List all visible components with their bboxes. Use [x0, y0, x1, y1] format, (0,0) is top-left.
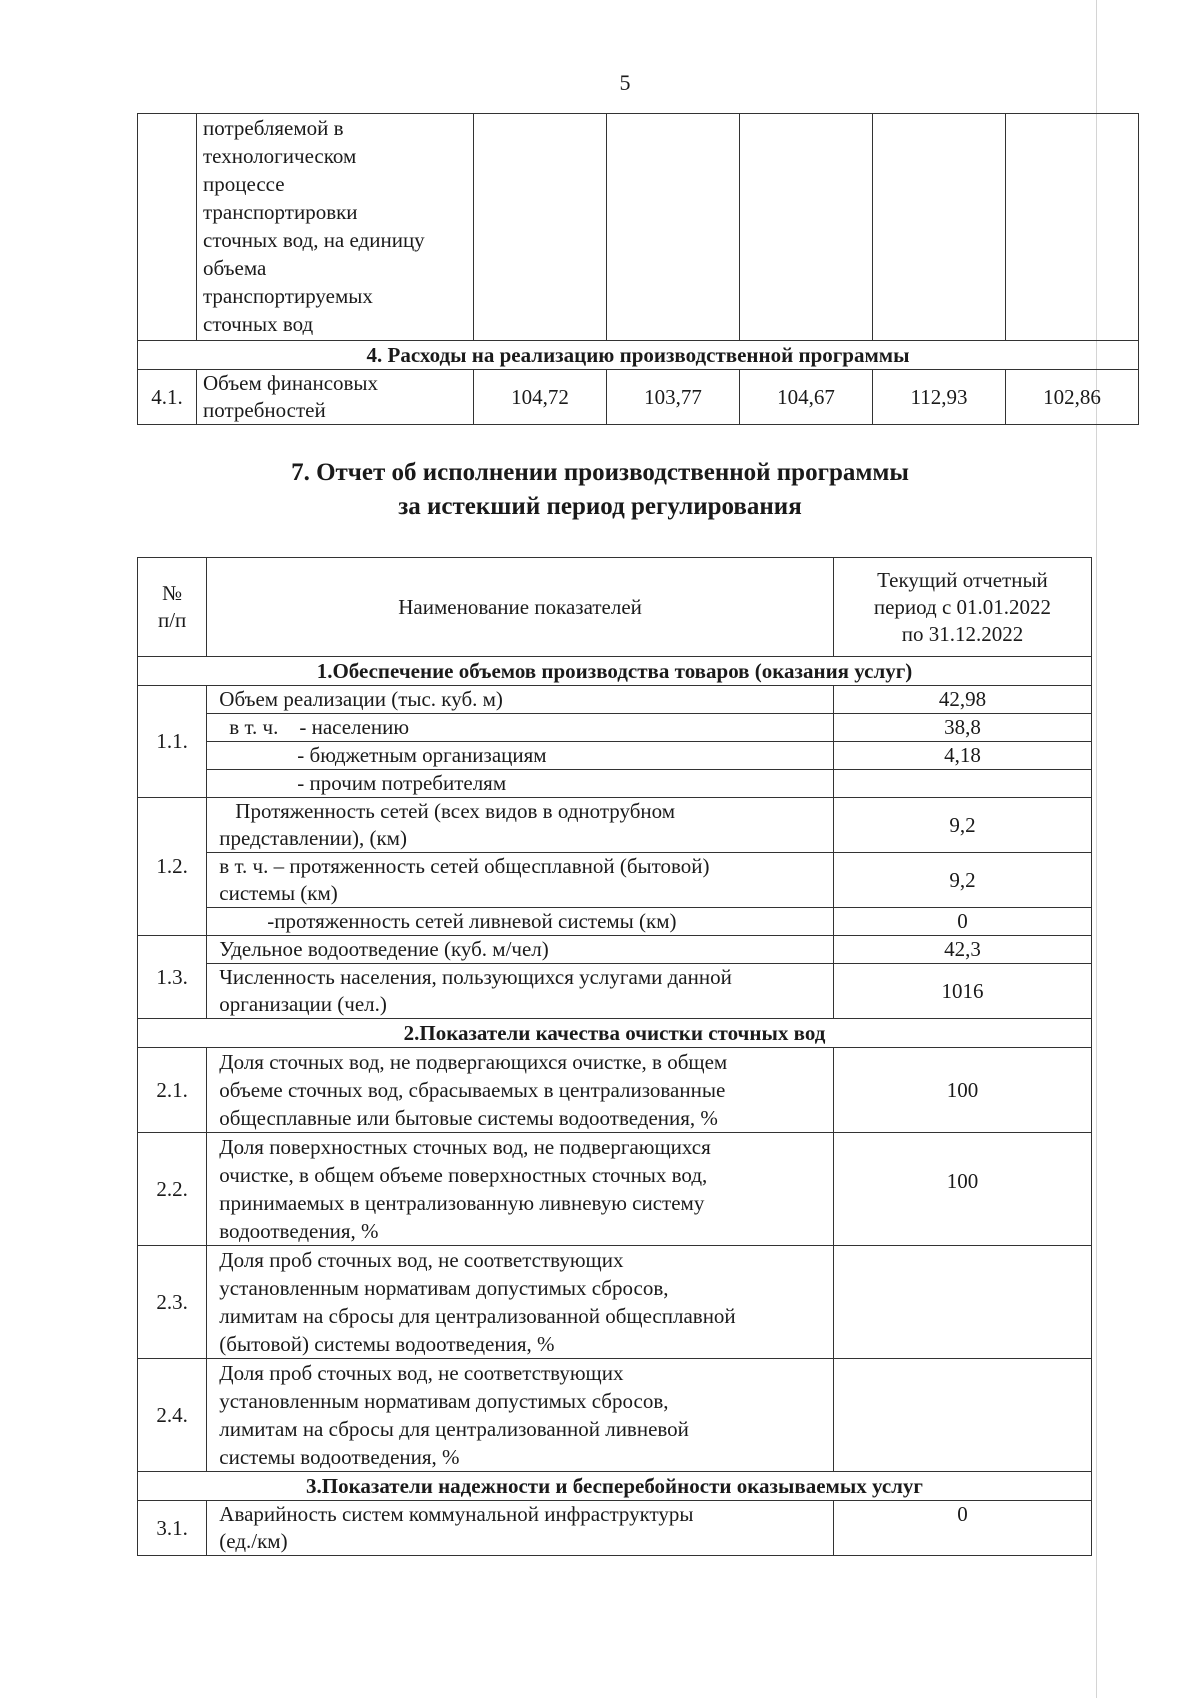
- page-number: 5: [619, 70, 631, 95]
- continuation-text-cell: [197, 114, 474, 341]
- value-cell: 9,2: [833, 798, 1091, 853]
- table-row: [138, 853, 1092, 908]
- text-line: потребностей: [203, 398, 326, 422]
- header-line: п/п: [157, 608, 187, 632]
- text-line: объеме сточных вод, сбрасываемых в централизованные: [219, 1078, 726, 1102]
- row-label: [207, 853, 834, 908]
- value-cell: 38,8: [833, 714, 1091, 742]
- table-row: [138, 1133, 1092, 1246]
- row-label: [207, 798, 834, 853]
- value-cell: 9,2: [833, 853, 1091, 908]
- row-number: 1.1.: [138, 686, 207, 798]
- heading-line: 7. Отчет об исполнении производственной программы: [291, 459, 909, 486]
- text-line: сточных вод: [203, 312, 314, 336]
- row-number: 2.3.: [138, 1246, 207, 1359]
- row-label: -протяженность сетей ливневой системы (км): [207, 908, 834, 936]
- text-line: представлении), (км): [219, 826, 407, 850]
- text-line: организации (чел.): [219, 992, 387, 1016]
- section-row: [138, 657, 1092, 686]
- section-title: 2.Показатели качества очистки сточных вод: [138, 1019, 1092, 1048]
- text-line: процессе: [203, 172, 285, 196]
- header-line: период с 01.01.2022: [873, 594, 1052, 619]
- row-number: 2.4.: [138, 1359, 207, 1472]
- section-heading: [0, 456, 1200, 524]
- text-line: водоотведения, %: [219, 1219, 379, 1243]
- value-cell: 100: [833, 1133, 1091, 1246]
- table-row: [138, 770, 1092, 798]
- row-number: 1.3.: [138, 936, 207, 1019]
- header-name: Наименование показателей: [207, 558, 834, 657]
- text-line: Протяженность сетей (всех видов в однотрубном: [235, 799, 676, 823]
- text-line: сточных вод, на единицу: [203, 228, 425, 252]
- row-label: в т. ч. - населению: [207, 714, 834, 742]
- table-row: [138, 1359, 1092, 1472]
- text-line: потребляемой в: [203, 116, 344, 140]
- value-cell: 42,3: [833, 936, 1091, 964]
- header-line: по 31.12.2022: [901, 621, 1024, 646]
- heading-line: за истекший период регулирования: [398, 493, 802, 520]
- header-line: №: [162, 581, 183, 605]
- table-row: [138, 964, 1092, 1019]
- value-cell: [833, 1359, 1091, 1472]
- text-line: лимитам на сбросы для централизованной общесплавной: [219, 1304, 736, 1328]
- row-label: Объем реализации (тыс. куб. м): [207, 686, 834, 714]
- text-line: объема: [203, 256, 267, 280]
- row-label: [197, 370, 474, 425]
- value-cell: 103,77: [607, 370, 740, 425]
- row-label: - прочим потребителям: [207, 770, 834, 798]
- text-line: очистке, в общем объеме поверхностных сточных вод,: [219, 1163, 708, 1187]
- table-row: [138, 686, 1092, 714]
- table-header-row: [138, 558, 1092, 657]
- continuation-table: [137, 113, 1139, 425]
- table-row: [138, 114, 1139, 341]
- row-label: [207, 1359, 834, 1472]
- text-line: Доля поверхностных сточных вод, не подвергающихся: [219, 1135, 711, 1159]
- text-line: принимаемых в централизованную ливневую систему: [219, 1191, 705, 1215]
- table-row: [138, 1246, 1092, 1359]
- header-line: Текущий отчетный: [877, 567, 1048, 592]
- section-row: [138, 341, 1139, 370]
- row-label: - бюджетным организациям: [207, 742, 834, 770]
- table-cell: [474, 114, 607, 341]
- row-label: [207, 964, 834, 1019]
- row-label: Удельное водоотведение (куб. м/чел): [207, 936, 834, 964]
- row-number: 2.2.: [138, 1133, 207, 1246]
- row-label: [207, 1501, 834, 1556]
- text-line: Доля проб сточных вод, не соответствующих: [219, 1361, 624, 1385]
- value-cell: 104,67: [740, 370, 873, 425]
- table-row: [138, 714, 1092, 742]
- header-num: [138, 558, 207, 657]
- text-line: Доля проб сточных вод, не соответствующих: [219, 1248, 624, 1272]
- text-line: Объем финансовых: [203, 371, 379, 395]
- value-cell: 0: [833, 908, 1091, 936]
- table-row: [138, 370, 1139, 425]
- row-label: [207, 1246, 834, 1359]
- text-line: транспортируемых: [203, 284, 373, 308]
- table-cell: [873, 114, 1006, 341]
- text-line: технологическом: [203, 144, 357, 168]
- row-number: 1.2.: [138, 798, 207, 936]
- section-title: 4. Расходы на реализацию производственной программы: [138, 341, 1139, 370]
- text-line: системы (км): [219, 881, 338, 905]
- text-line: установленным нормативам допустимых сбросов,: [219, 1389, 669, 1413]
- section-row: [138, 1019, 1092, 1048]
- text-line: Аварийность систем коммунальной инфраструктуры: [219, 1502, 694, 1526]
- text-line: Численность населения, пользующихся услугами данной: [219, 965, 732, 989]
- row-number: 4.1.: [138, 370, 197, 425]
- table-row: [138, 798, 1092, 853]
- table-cell: [607, 114, 740, 341]
- text-line: системы водоотведения, %: [219, 1445, 460, 1469]
- text-line: в т. ч. – протяженность сетей общесплавной (бытовой): [219, 854, 710, 878]
- section-title: 3.Показатели надежности и бесперебойности оказываемых услуг: [138, 1472, 1092, 1501]
- value-cell: 4,18: [833, 742, 1091, 770]
- row-number: 3.1.: [138, 1501, 207, 1556]
- value-cell: [833, 1246, 1091, 1359]
- table-row: [138, 742, 1092, 770]
- row-label: [207, 1133, 834, 1246]
- value-cell: 100: [833, 1048, 1091, 1133]
- value-cell: 112,93: [873, 370, 1006, 425]
- value-cell: 1016: [833, 964, 1091, 1019]
- value-cell: 0: [833, 1501, 1091, 1556]
- text-line: (бытовой) системы водоотведения, %: [219, 1332, 555, 1356]
- section-row: [138, 1472, 1092, 1501]
- header-period: [833, 558, 1091, 657]
- text-line: транспортировки: [203, 200, 358, 224]
- table-row: [138, 936, 1092, 964]
- table-row: [138, 908, 1092, 936]
- text-line: общесплавные или бытовые системы водоотведения, %: [219, 1106, 718, 1130]
- text-line: установленным нормативам допустимых сбросов,: [219, 1276, 669, 1300]
- value-cell: 42,98: [833, 686, 1091, 714]
- table-cell: [740, 114, 873, 341]
- text-line: лимитам на сбросы для централизованной ливневой: [219, 1417, 689, 1441]
- section-title: 1.Обеспечение объемов производства товаров (оказания услуг): [138, 657, 1092, 686]
- table-row: [138, 1048, 1092, 1133]
- value-cell: 102,86: [1006, 370, 1139, 425]
- row-number: 2.1.: [138, 1048, 207, 1133]
- value-cell: [833, 770, 1091, 798]
- text-line: Доля сточных вод, не подвергающихся очистке, в общем: [219, 1050, 728, 1074]
- value-cell: 104,72: [474, 370, 607, 425]
- report-table: [137, 557, 1092, 1556]
- row-label: [207, 1048, 834, 1133]
- table-cell: [1006, 114, 1139, 341]
- table-row: [138, 1501, 1092, 1556]
- table-cell: [138, 114, 197, 341]
- text-line: (ед./км): [219, 1529, 288, 1553]
